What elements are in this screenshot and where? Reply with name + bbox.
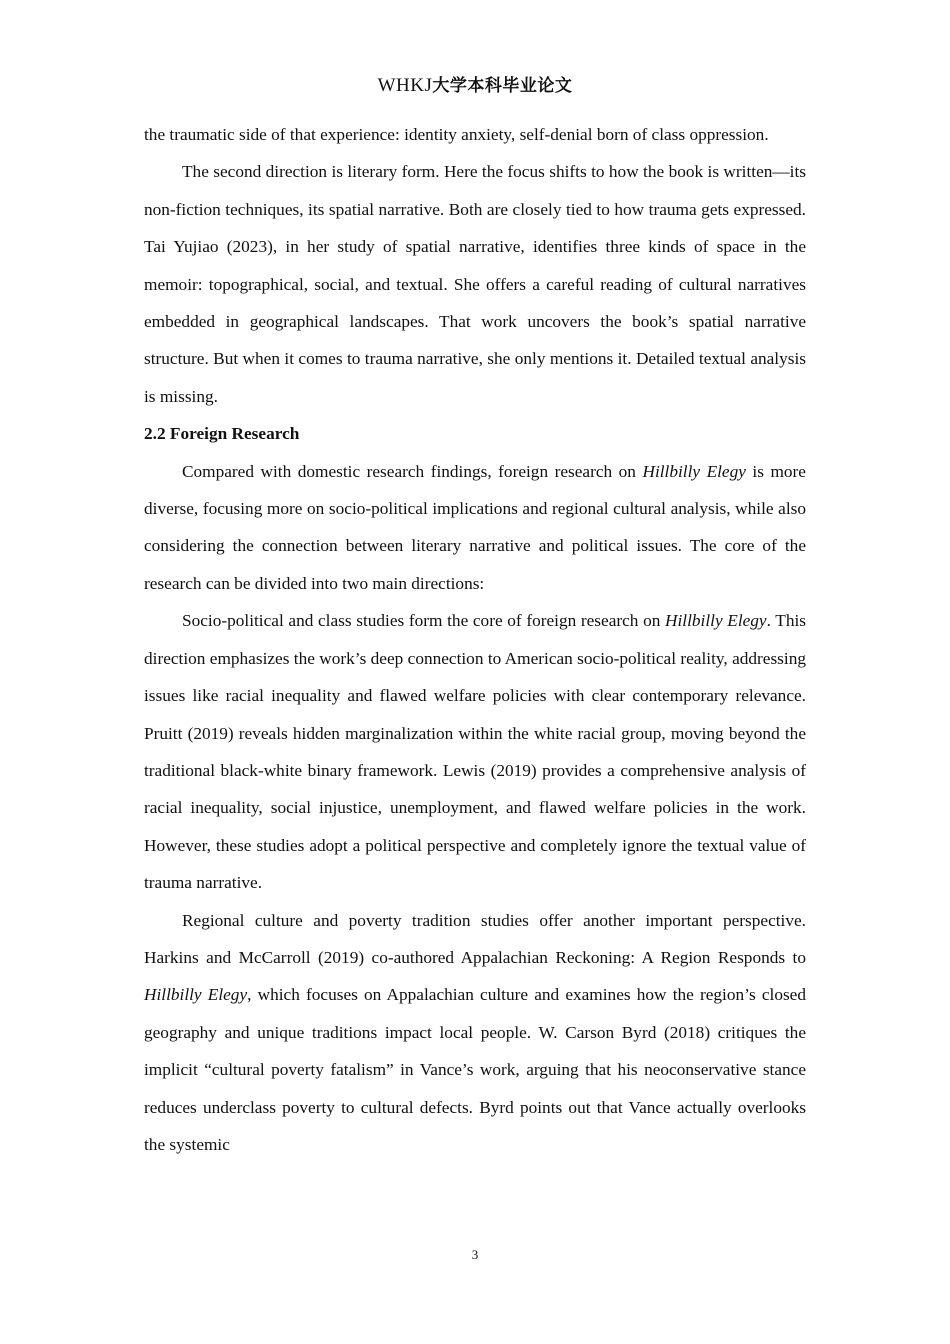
paragraph-literary-form: The second direction is literary form. Here the focus shifts to how the book is written—its non-fiction techniques, its spatial narrative. Both are closely tied to how trauma gets expressed. Tai Yujiao (2023), in her study of spatial narrative, identifies three kinds of space in the memoir: topographical, social, and textual. She offers a careful reading of cultural narratives embedded in geographical landscapes. That work uncovers the book’s spatial narrative structure. But when it comes to trauma narrative, she only mentions it. Detailed textual analysis is missing.: [144, 162, 806, 406]
text-segment: is more diverse, focusing more on socio-political implications and regional cultural analysis, while also considering the connection between literary narrative and political issues. The core of the research can be divided into two main directions:: [144, 461, 806, 593]
section-heading: 2.2 Foreign Research: [144, 424, 300, 444]
header-latin: WHKJ: [377, 75, 433, 96]
book-title: Hillbilly Elegy: [642, 461, 746, 481]
running-header: [0, 74, 950, 98]
text-segment: Compared with domestic research findings, foreign research on: [182, 461, 643, 481]
paragraph-socio-political: [144, 602, 806, 901]
text-segment: , which focuses on Appalachian culture and examines how the region’s closed geography and unique traditions impact local people. W. Carson Byrd (2018) critiques the implicit “cultural poverty fatalism” in Vance’s work, arguing that his neoconservative stance reduces underclass poverty to cultural defects. Byrd points out that Vance actually overlooks the systemic: [144, 985, 806, 1154]
text-segment: Socio-political and class studies form the core of foreign research on: [182, 611, 666, 631]
body-text: [144, 116, 806, 1163]
paragraph-continued: the traumatic side of that experience: identity anxiety, self-denial born of class oppression.: [144, 125, 769, 144]
text-segment: . This direction emphasizes the work’s deep connection to American socio-political reality, addressing issues like racial inequality and flawed welfare policies with clear contemporary relevance. Pruitt (2019) reveals hidden marginalization within the white racial group, moving beyond the traditional black-white binary framework. Lewis (2019) provides a comprehensive analysis of racial inequality, social injustice, unemployment, and flawed welfare policies in the work. However, these studies adopt a political perspective and completely ignore the textual value of trauma narrative.: [144, 611, 806, 893]
book-title: Hillbilly Elegy: [665, 611, 767, 631]
book-title: Hillbilly Elegy: [144, 985, 248, 1005]
page-number: 3: [471, 1247, 479, 1262]
paragraph-foreign-research-intro: [144, 453, 806, 603]
header-chinese: 大学本科毕业论文: [432, 76, 573, 96]
text-segment: Regional culture and poverty tradition studies offer another important perspective. Harkins and McCarroll (2019) co-authored Appalachian Reckoning: A Region Responds to: [144, 910, 806, 967]
paragraph-regional-culture: [144, 902, 806, 1164]
